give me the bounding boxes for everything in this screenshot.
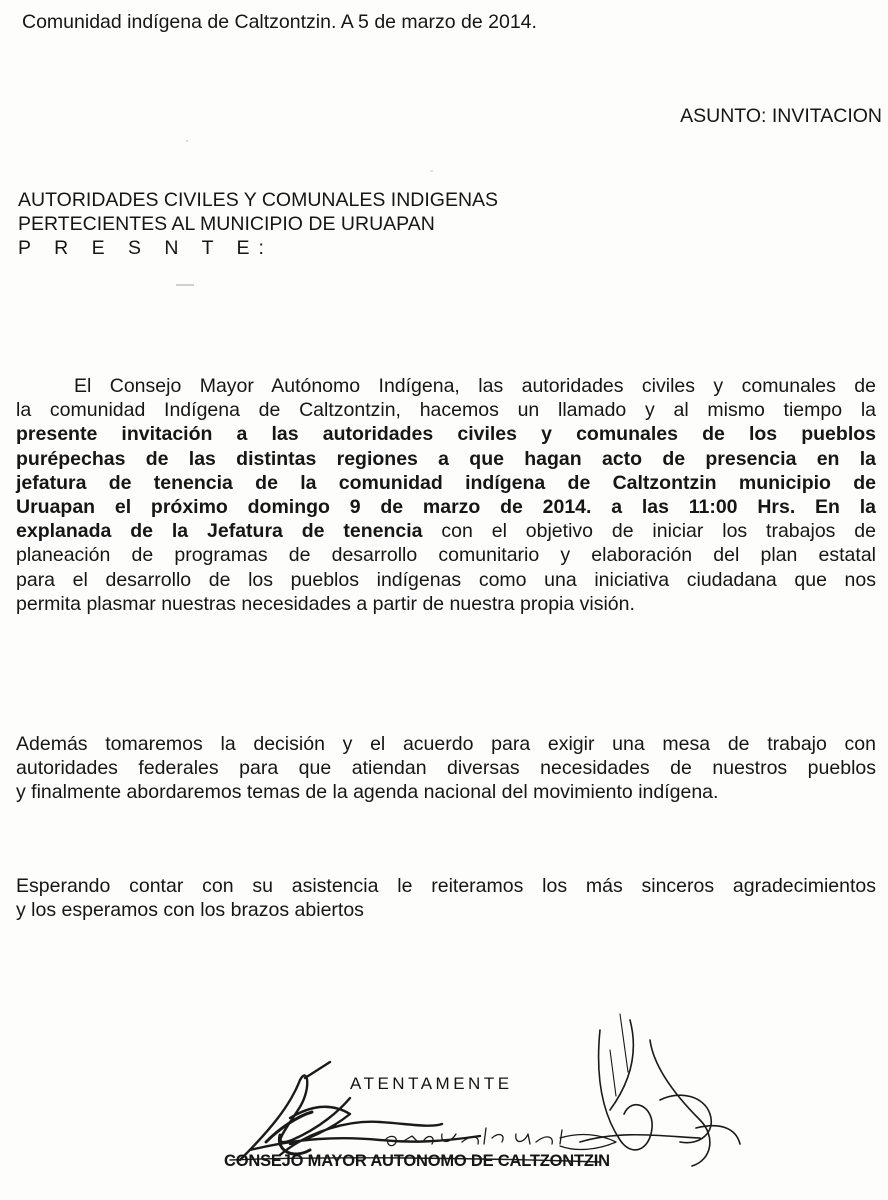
signature-right <box>580 1020 740 1166</box>
signature-scribbles <box>180 1010 888 1200</box>
paragraph-line: El Consejo Mayor Autónomo Indígena, las autoridades civiles y comunales de <box>74 375 876 397</box>
bold-text: jefatura de tenencia de la comunidad indígena de Caltzontzin municipio de <box>16 471 876 494</box>
addressee-presente: P R E S N T E: <box>18 237 273 259</box>
paragraph-line: para el desarrollo de los pueblos indígenas como una iniciativa ciudadana que nos <box>16 568 876 591</box>
paragraph-line: Esperando contar con su asistencia le reiteramos los más sinceros agradecimientos <box>16 875 876 897</box>
invitation-paragraph <box>16 374 876 616</box>
paragraph-line: permita plasmar nuestras necesidades a partir de nuestra propia visión. <box>16 592 635 615</box>
addressee-line-2: PERTECIENTES AL MUNICIPIO DE URUAPAN <box>18 213 435 235</box>
paragraph-line <box>16 495 876 519</box>
paragraph-line: autoridades federales para que atiendan diversas necesidades de nuestros pueblos <box>16 757 876 780</box>
paragraph-line: y finalmente abordaremos temas de la agenda nacional del movimiento indígena. <box>16 781 719 804</box>
signature-block <box>180 1010 888 1200</box>
bold-text: Uruapan el próximo domingo 9 de marzo de 2014. a las 11:00 Hrs. En la <box>16 496 876 519</box>
paragraph-line <box>16 447 876 471</box>
place-date: Comunidad indígena de Caltzontzin. A 5 de marzo de 2014. <box>22 11 537 33</box>
bold-text: purépechas de las distintas regiones a que hagan acto de presencia en la <box>16 447 876 470</box>
paragraph-line: Además tomaremos la decisión y el acuerdo para exigir una mesa de trabajo con <box>16 733 876 755</box>
scan-speck <box>430 170 433 172</box>
salutation: ATENTAMENTE <box>350 1074 513 1093</box>
signatory-name: CONSEJO MAYOR AUTONOMO DE CALTZONTZIN <box>224 1152 610 1170</box>
addressee-block <box>18 188 498 260</box>
paragraph-line: y los esperamos con los brazos abiertos <box>16 899 364 922</box>
paragraph-line: planeación de programas de desarrollo comunitario y elaboración del plan estatal <box>16 544 876 567</box>
subject-line: ASUNTO: INVITACION <box>680 105 882 127</box>
bold-text: explanada de la Jefatura de tenencia <box>16 520 423 543</box>
paragraph-line <box>16 471 876 495</box>
scan-speck <box>186 140 188 142</box>
paragraph-line <box>16 519 876 543</box>
closing-paragraph <box>16 874 876 922</box>
regular-text: con el objetivo de iniciar los trabajos de <box>422 520 876 543</box>
agreement-paragraph <box>16 732 876 805</box>
scan-speck <box>176 284 194 286</box>
paragraph-line <box>16 422 876 446</box>
bold-text: presente invitación a las autoridades civiles y comunales de los pueblos <box>16 423 876 446</box>
paragraph-line: la comunidad Indígena de Caltzontzin, hacemos un llamado y al mismo tiempo la <box>16 399 876 422</box>
addressee-line-1: AUTORIDADES CIVILES Y COMUNALES INDIGENAS <box>18 189 499 211</box>
